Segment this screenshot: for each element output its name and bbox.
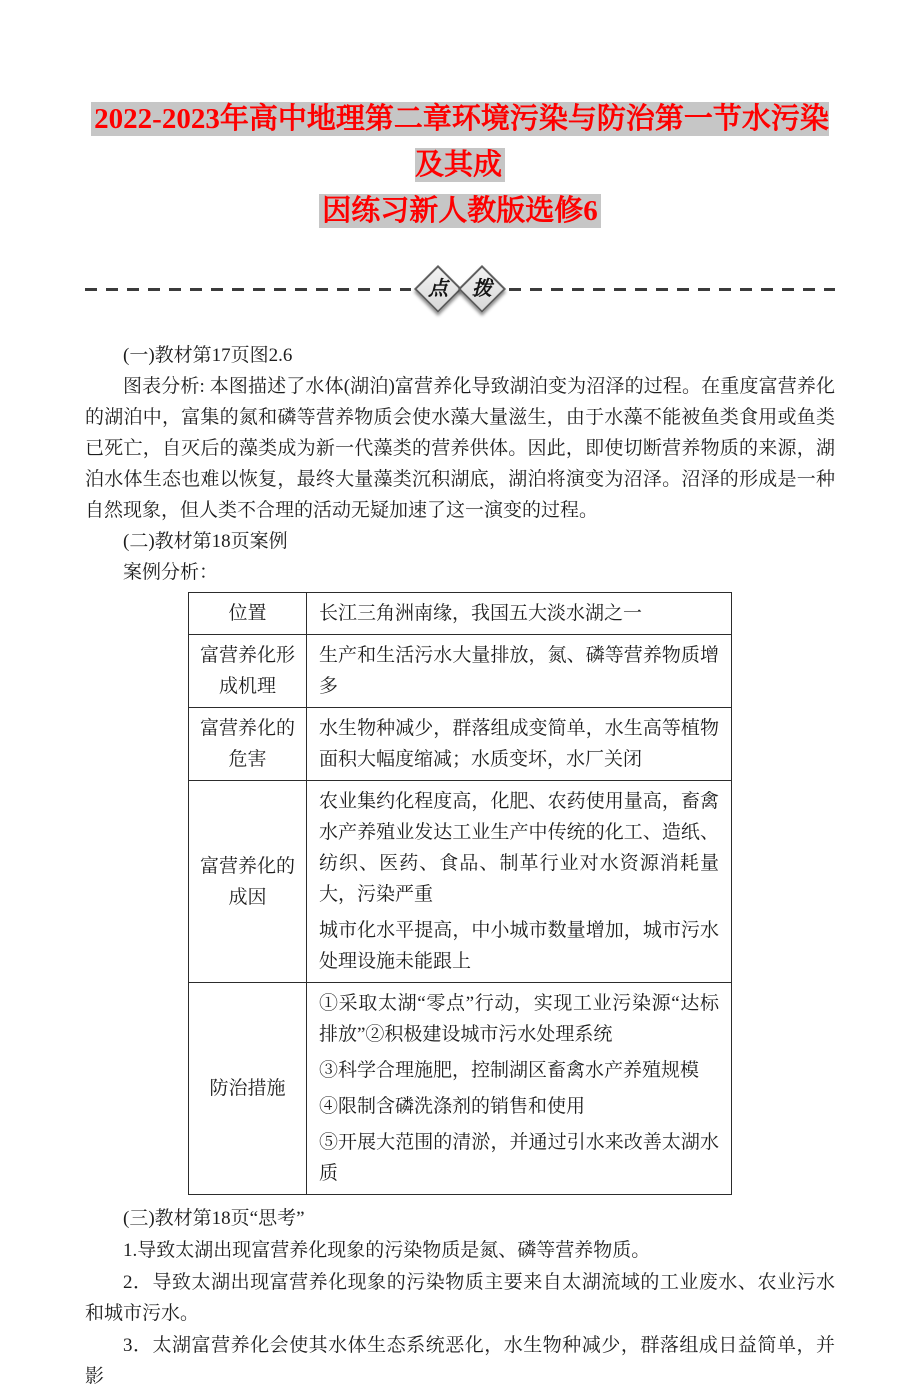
table-row-causes <box>189 781 732 983</box>
section-1-analysis: 图表分析: 本图描述了水体(湖泊)富营养化导致湖泊变为沼泽的过程。在重度富营养化的湖泊中，富集的氮和磷等营养物质会使水藻大量滋生，由于水藻不能被鱼类食用或鱼类已死亡，自灭后的藻类成为新一代藻类的营养供体。因此，即使切断营养物质的来源，湖泊水体生态也难以恢复，最终大量藻类沉积湖底，湖泊将演变为沼泽。沼泽的形成是一种自然现象，但人类不合理的活动无疑加速了这一演变的过程。 <box>85 376 835 521</box>
row-content-measures <box>307 983 732 1195</box>
case-analysis-label: 案例分析： <box>123 562 219 583</box>
title-line-1 <box>85 96 835 188</box>
row-header-harm: 富营养化的危害 <box>189 708 307 781</box>
title-highlight-1: 2022-2023年高中地理第二章环境污染与防治第一节水污染及其成 <box>91 102 829 182</box>
think-item-3: 3．太湖富营养化会使其水体生态系统恶化，水生物种减少，群落组成日益简单，并影 <box>85 1335 835 1387</box>
dashed-line-left <box>85 288 411 291</box>
title-highlight-2: 因练习新人教版选修6 <box>319 194 601 228</box>
think-item-1: 1.导致太湖出现富营养化现象的污染物质是氮、磷等营养物质。 <box>123 1240 651 1261</box>
bo-badge-label: 拨 <box>472 278 492 300</box>
table-cell-text: 水生物种减少，群落组成变简单，水生高等植物面积大幅度缩减；水质变坏，水厂关闭 <box>319 718 719 770</box>
think-section <box>85 1203 835 1392</box>
row-header-causes: 富营养化的成因 <box>189 781 307 983</box>
table-row-harm <box>189 708 732 781</box>
table-cell-text: 长江三角洲南缘，我国五大淡水湖之一 <box>319 603 643 624</box>
table-cell-text: ①采取太湖“零点”行动，实现工业污染源“达标排放”②积极建设城市污水处理系统 <box>319 993 719 1045</box>
table-cell-text: ④限制含磷洗涤剂的销售和使用 <box>319 1096 586 1117</box>
row-content-causes <box>307 781 732 983</box>
table-cell-text: ⑤开展大范围的清淤，并通过引水来改善太湖水质 <box>319 1132 719 1184</box>
table-cell-text: ③科学合理施肥，控制湖区畜禽水产养殖规模 <box>319 1060 700 1081</box>
row-header-measures: 防治措施 <box>189 983 307 1195</box>
row-header-mechanism: 富营养化形成机理 <box>189 635 307 708</box>
section-2-heading: (二)教材第18页案例 <box>123 531 288 552</box>
row-content-location <box>307 593 732 635</box>
think-item-2: 2．导致太湖出现富营养化现象的污染物质主要来自太湖流域的工业废水、农业污水和城市污水。 <box>85 1272 835 1324</box>
page-title <box>85 96 835 234</box>
case-analysis-table <box>188 592 732 1195</box>
row-header-location: 位置 <box>189 593 307 635</box>
section-1-heading: (一)教材第17页图2.6 <box>123 345 293 366</box>
dian-badge-label: 点 <box>428 278 448 300</box>
table-row-location <box>189 593 732 635</box>
row-content-mechanism <box>307 635 732 708</box>
table-cell-text: 城市化水平提高，中小城市数量增加，城市污水处理设施未能跟上 <box>319 920 719 972</box>
pointer-divider <box>85 264 835 314</box>
section-3-heading: (三)教材第18页“思考” <box>123 1208 305 1229</box>
table-row-measures <box>189 983 732 1195</box>
bo-diamond-badge <box>458 265 506 313</box>
document-body <box>85 340 835 588</box>
divider-badges <box>421 272 499 306</box>
row-content-harm <box>307 708 732 781</box>
table-row-mechanism <box>189 635 732 708</box>
title-line-2 <box>85 188 835 234</box>
dashed-line-right <box>509 288 835 291</box>
table-cell-text: 生产和生活污水大量排放，氮、磷等营养物质增多 <box>319 645 719 697</box>
dian-diamond-badge <box>414 265 462 313</box>
table-cell-text: 农业集约化程度高，化肥、农药使用量高，畜禽水产养殖业发达工业生产中传统的化工、造纸、纺织、医药、食品、制革行业对水资源消耗量大，污染严重 <box>319 791 719 905</box>
